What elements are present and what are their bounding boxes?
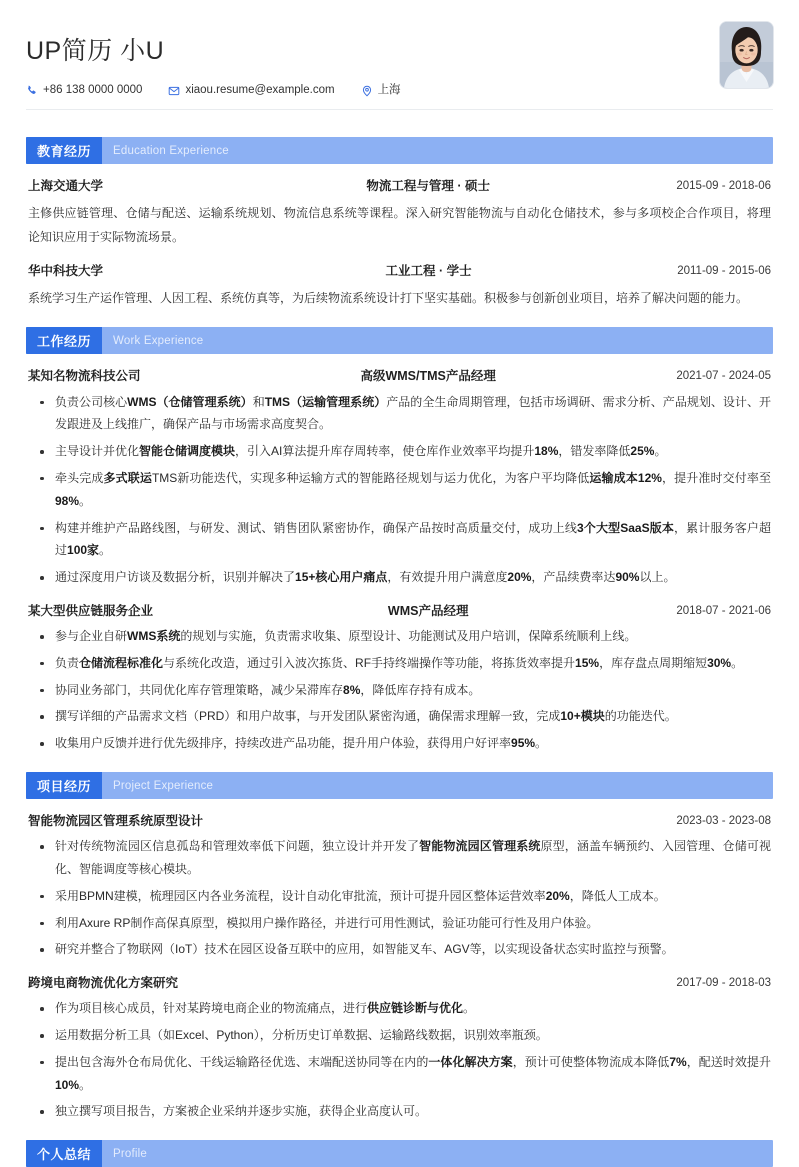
contact-item-location-pin[interactable] — [361, 85, 401, 97]
mail-icon — [168, 85, 180, 97]
entry-header — [28, 367, 771, 385]
entry-header — [28, 177, 771, 195]
entry-header — [28, 602, 771, 620]
list-item: 独立撰写项目报告，方案被企业采纳并逐步实施，获得企业高度认可。 — [28, 1100, 771, 1123]
entry — [26, 812, 773, 961]
list-item: 协同业务部门，共同优化库存管理策略，减少呆滞库存8%，降低库存持有成本。 — [28, 679, 771, 702]
list-item: 主导设计并优化智能仓储调度模块，引入AI算法提升库存周转率，使仓库作业效率平均提升18%，错发率降低25%。 — [28, 440, 771, 463]
section-header-bar — [26, 327, 773, 354]
section — [26, 1140, 773, 1167]
entry-organization: 上海交通大学 — [28, 179, 104, 193]
avatar — [720, 22, 773, 88]
entry-organization: 华中科技大学 — [28, 263, 104, 278]
list-item: 通过深度用户访谈及数据分析，识别并解决了15+核心用户痛点，有效提升用户满意度20%，产品续费率达90%以上。 — [28, 566, 771, 589]
list-item: 撰写详细的产品需求文档（PRD）和用户故事，与开发团队紧密沟通，确保需求理解一致，完成10+模块的功能迭代。 — [28, 705, 771, 728]
list-item: 研究并整合了物联网（IoT）技术在园区设备互联中的应用，如智能叉车、AGV等，以实现设备状态实时监控与预警。 — [28, 938, 771, 961]
entry-role: WMS产品经理 — [387, 603, 469, 618]
phone-icon — [26, 85, 38, 97]
entry-role: 物流工程与管理 · 硕士 — [366, 179, 490, 193]
entry-date-range: 2018-07 - 2021-06 — [676, 604, 771, 617]
section-title-cn: 项目经历 — [26, 772, 102, 799]
contact-text: xiaou.resume@example.com — [185, 84, 335, 97]
sections-container — [26, 137, 773, 1167]
entry-header — [28, 262, 771, 280]
list-item: 构建并维护产品路线图，与研发、测试、销售团队紧密协作，确保产品按时高质量交付，成功上线3个大型SaaS版本，累计服务客户超过100家。 — [28, 517, 771, 563]
entry-date-range: 2017-09 - 2018-03 — [676, 977, 771, 990]
entry-bullet-list — [28, 625, 771, 755]
list-item: 负责仓储流程标准化与系统化改造，通过引入波次拣货、RF手持终端操作等功能，将拣货效率提升15%，库存盘点周期缩短30%。 — [28, 652, 771, 675]
section-title-en: Work Experience — [113, 334, 204, 347]
resume-header — [26, 0, 773, 120]
contact-text: +86 138 0000 0000 — [43, 84, 143, 97]
entry-date-range: 2015-09 - 2018-06 — [676, 180, 771, 192]
entry-date-range: 2021-07 - 2024-05 — [676, 370, 771, 383]
contact-item-phone[interactable] — [26, 85, 142, 97]
entry-role: 工业工程 · 学士 — [385, 263, 472, 278]
entry — [26, 602, 773, 755]
entry-organization: 某知名物流科技公司 — [28, 369, 141, 384]
entry-bullet-list — [28, 835, 771, 961]
contact-text: 上海 — [377, 84, 401, 97]
list-item: 作为项目核心成员，针对某跨境电商企业的物流痛点，进行供应链诊断与优化。 — [28, 997, 771, 1020]
list-item: 收集用户反馈并进行优先级排序，持续改进产品功能，提升用户体验，获得用户好评率95%。 — [28, 732, 771, 755]
list-item: 负责公司核心WMS（仓储管理系统）和TMS（运输管理系统）产品的全生命周期管理，包括市场调研、需求分析、产品规划、设计、开发跟进及上线推广，确保产品与市场需求高度契合。 — [28, 391, 771, 437]
entry-organization: 智能物流园区管理系统原型设计 — [28, 814, 204, 829]
section-header-bar — [26, 1140, 773, 1167]
entry-role: 高级WMS/TMS产品经理 — [360, 369, 496, 384]
entry-date-range: 2023-03 - 2023-08 — [676, 815, 771, 828]
contact-row — [26, 85, 773, 97]
section-title-en: Education Experience — [113, 144, 229, 157]
list-item: 参与企业自研WMS系统的规划与实施，负责需求收集、原型设计、功能测试及用户培训，保障系统顺利上线。 — [28, 625, 771, 648]
section-title-cn: 教育经历 — [26, 137, 102, 164]
entry-organization: 某大型供应链服务企业 — [28, 603, 154, 618]
section-title-en: Profile — [113, 1147, 148, 1160]
entry — [26, 974, 773, 1123]
entry — [26, 177, 773, 249]
entry-bullet-list — [28, 391, 771, 589]
header-divider — [26, 109, 773, 110]
section — [26, 137, 773, 310]
section — [26, 327, 773, 755]
section-header-bar — [26, 772, 773, 799]
section — [26, 772, 773, 1123]
entry — [26, 262, 773, 311]
entry-header — [28, 812, 771, 830]
list-item: 采用BPMN建模，梳理园区内各业务流程，设计自动化审批流，预计可提升园区整体运营效率20%，降低人工成本。 — [28, 885, 771, 908]
entry-description: 主修供应链管理、仓储与配送、运输系统规划、物流信息系统等课程。深入研究智能物流与自动化仓储技术，参与多项校企合作项目，将理论知识应用于实际物流场景。 — [28, 206, 771, 244]
list-item: 利用Axure RP制作高保真原型，模拟用户操作路径，并进行可用性测试，验证功能可行性及用户体验。 — [28, 912, 771, 935]
section-title-cn: 工作经历 — [26, 327, 102, 354]
entry-bullet-list — [28, 997, 771, 1123]
section-header-bar — [26, 137, 773, 164]
entry — [26, 367, 773, 589]
entry-organization: 跨境电商物流优化方案研究 — [28, 976, 179, 991]
contact-item-mail[interactable] — [168, 85, 334, 97]
list-item: 牵头完成多式联运TMS新功能迭代，实现多种运输方式的智能路径规划与运力优化，为客户平均降低运输成本12%，提升准时交付率至98%。 — [28, 467, 771, 513]
entry-description: 系统学习生产运作管理、人因工程、系统仿真等，为后续物流系统设计打下坚实基础。积极参与创新创业项目，培养了解决问题的能力。 — [28, 291, 749, 306]
location-pin-icon — [361, 85, 373, 97]
section-title-en: Project Experience — [113, 779, 214, 792]
list-item: 运用数据分析工具（如Excel、Python），分析历史订单数据、运输路线数据，识别效率瓶颈。 — [28, 1024, 771, 1047]
page-title: UP简历 小U — [26, 37, 165, 65]
entry-header — [28, 974, 771, 992]
entry-date-range: 2011-09 - 2015-06 — [677, 264, 771, 277]
list-item: 提出包含海外仓布局优化、干线运输路径优选、末端配送协同等在内的一体化解决方案，预计可使整体物流成本降低7%，配送时效提升10%。 — [28, 1051, 771, 1097]
list-item: 针对传统物流园区信息孤岛和管理效率低下问题，独立设计并开发了智能物流园区管理系统原型，涵盖车辆预约、入园管理、仓储可视化、智能调度等核心模块。 — [28, 835, 771, 881]
section-title-cn: 个人总结 — [26, 1140, 102, 1167]
